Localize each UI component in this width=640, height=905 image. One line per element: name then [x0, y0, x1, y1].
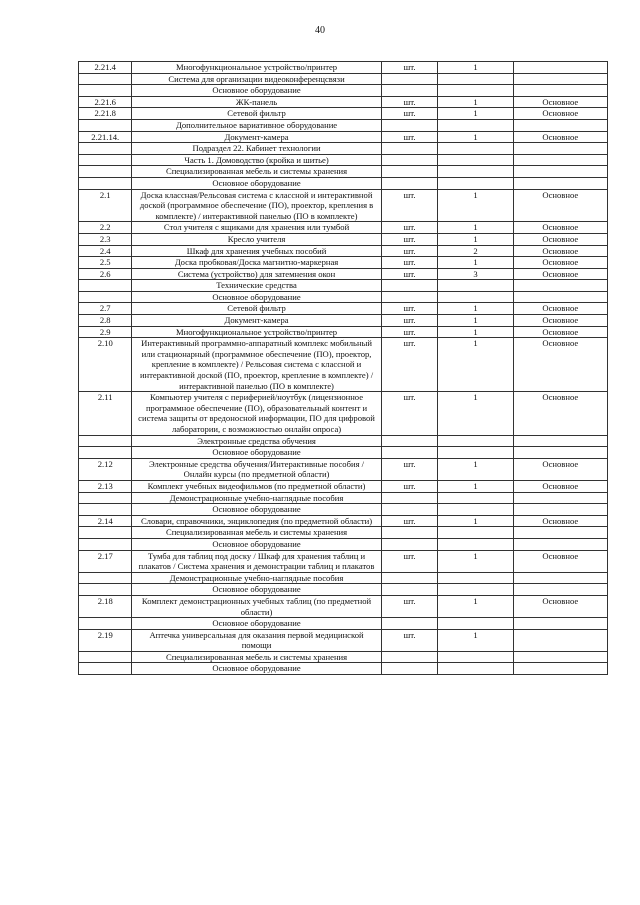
unit-cell: шт.	[381, 108, 438, 120]
unit-cell: шт.	[381, 62, 438, 74]
equipment-type-cell	[513, 280, 607, 292]
section-header-row	[79, 143, 608, 155]
quantity-cell: 1	[438, 315, 513, 327]
item-name-cell: Шкаф для хранения учебных пособий	[132, 245, 381, 257]
table-row	[79, 233, 608, 245]
equipment-type-cell	[513, 119, 607, 131]
unit-cell: шт.	[381, 257, 438, 269]
quantity-cell	[438, 492, 513, 504]
quantity-cell: 1	[438, 629, 513, 651]
equipment-type-cell: Основное	[513, 131, 607, 143]
equipment-type-cell	[513, 143, 607, 155]
unit-cell	[381, 280, 438, 292]
table-row	[79, 480, 608, 492]
table-row	[79, 62, 608, 74]
unit-cell	[381, 504, 438, 516]
quantity-cell: 1	[438, 458, 513, 480]
table-row	[79, 315, 608, 327]
table-row	[79, 338, 608, 392]
equipment-type-cell	[513, 85, 607, 97]
item-name-cell: Демонстрационные учебно-наглядные пособия	[132, 492, 381, 504]
section-header-row	[79, 618, 608, 630]
item-number-cell: 2.21.14.	[79, 131, 132, 143]
equipment-type-cell: Основное	[513, 96, 607, 108]
item-name-cell: Кресло учителя	[132, 233, 381, 245]
equipment-type-cell	[513, 651, 607, 663]
item-number-cell	[79, 504, 132, 516]
item-name-cell: Специализированная мебель и системы хранения	[132, 651, 381, 663]
item-name-cell: Электронные средства обучения/Интерактивные пособия / Онлайн курсы (по предметной области)	[132, 458, 381, 480]
item-name-cell: Дополнительное вариативное оборудование	[132, 119, 381, 131]
item-name-cell: Основное оборудование	[132, 663, 381, 675]
equipment-type-cell: Основное	[513, 233, 607, 245]
item-name-cell: Система (устройство) для затемнения окон	[132, 268, 381, 280]
equipment-type-cell: Основное	[513, 515, 607, 527]
unit-cell: шт.	[381, 96, 438, 108]
quantity-cell	[438, 291, 513, 303]
item-name-cell: Основное оборудование	[132, 584, 381, 596]
equipment-type-cell	[513, 663, 607, 675]
item-number-cell	[79, 291, 132, 303]
item-number-cell	[79, 618, 132, 630]
quantity-cell: 1	[438, 392, 513, 435]
equipment-type-cell: Основное	[513, 245, 607, 257]
equipment-type-cell	[513, 177, 607, 189]
section-header-row	[79, 166, 608, 178]
unit-cell	[381, 584, 438, 596]
quantity-cell: 1	[438, 338, 513, 392]
quantity-cell: 1	[438, 515, 513, 527]
unit-cell	[381, 572, 438, 584]
unit-cell	[381, 618, 438, 630]
item-name-cell: Система для организации видеоконференцсвязи	[132, 73, 381, 85]
unit-cell	[381, 154, 438, 166]
unit-cell: шт.	[381, 189, 438, 222]
item-number-cell: 2.11	[79, 392, 132, 435]
quantity-cell: 1	[438, 222, 513, 234]
section-header-row	[79, 280, 608, 292]
unit-cell	[381, 177, 438, 189]
item-number-cell	[79, 143, 132, 155]
item-number-cell: 2.10	[79, 338, 132, 392]
unit-cell: шт.	[381, 326, 438, 338]
unit-cell	[381, 166, 438, 178]
unit-cell	[381, 527, 438, 539]
equipment-type-cell: Основное	[513, 458, 607, 480]
equipment-type-cell	[513, 527, 607, 539]
item-name-cell: Документ-камера	[132, 131, 381, 143]
equipment-type-cell: Основное	[513, 326, 607, 338]
equipment-type-cell: Основное	[513, 257, 607, 269]
item-number-cell: 2.19	[79, 629, 132, 651]
section-header-row	[79, 492, 608, 504]
item-number-cell: 2.6	[79, 268, 132, 280]
item-name-cell: Технические средства	[132, 280, 381, 292]
item-name-cell: Комплект учебных видеофильмов (по предметной области)	[132, 480, 381, 492]
table-row	[79, 515, 608, 527]
item-number-cell: 2.18	[79, 595, 132, 617]
item-number-cell: 2.21.6	[79, 96, 132, 108]
item-number-cell: 2.21.8	[79, 108, 132, 120]
item-name-cell: Компьютер учителя с периферией/ноутбук (лицензионное программное обеспечение (ПО), образовательный контент и система защиты от вредоносной информации, ПО для цифровой лаборатории, с возможностью онлайн опроса)	[132, 392, 381, 435]
item-name-cell: Основное оборудование	[132, 177, 381, 189]
section-header-row	[79, 504, 608, 516]
item-name-cell: Тумба для таблиц под доску / Шкаф для хранения таблиц и плакатов / Система хранения и демонстрации таблиц и плакатов	[132, 550, 381, 572]
item-number-cell	[79, 492, 132, 504]
table-row	[79, 550, 608, 572]
table-row	[79, 629, 608, 651]
item-number-cell	[79, 435, 132, 447]
quantity-cell	[438, 618, 513, 630]
section-header-row	[79, 447, 608, 459]
item-name-cell: Сетевой фильтр	[132, 108, 381, 120]
equipment-type-cell	[513, 572, 607, 584]
equipment-type-cell	[513, 504, 607, 516]
item-name-cell: Демонстрационные учебно-наглядные пособия	[132, 572, 381, 584]
unit-cell: шт.	[381, 629, 438, 651]
equipment-type-cell: Основное	[513, 108, 607, 120]
equipment-type-cell	[513, 618, 607, 630]
table-row	[79, 189, 608, 222]
item-name-cell: Специализированная мебель и системы хранения	[132, 527, 381, 539]
equipment-type-cell: Основное	[513, 268, 607, 280]
table-row	[79, 222, 608, 234]
item-name-cell: Сетевой фильтр	[132, 303, 381, 315]
unit-cell	[381, 73, 438, 85]
item-number-cell	[79, 280, 132, 292]
item-number-cell	[79, 527, 132, 539]
item-number-cell: 2.14	[79, 515, 132, 527]
unit-cell	[381, 447, 438, 459]
unit-cell: шт.	[381, 245, 438, 257]
section-header-row	[79, 584, 608, 596]
equipment-type-cell	[513, 584, 607, 596]
equipment-type-cell	[513, 538, 607, 550]
equipment-table	[78, 61, 608, 675]
quantity-cell	[438, 447, 513, 459]
item-name-cell: Многофункциональное устройство/принтер	[132, 62, 381, 74]
equipment-type-cell	[513, 166, 607, 178]
table-row	[79, 326, 608, 338]
unit-cell: шт.	[381, 338, 438, 392]
equipment-type-cell	[513, 447, 607, 459]
equipment-type-cell	[513, 154, 607, 166]
item-number-cell	[79, 572, 132, 584]
equipment-type-cell	[513, 492, 607, 504]
quantity-cell: 1	[438, 108, 513, 120]
equipment-type-cell	[513, 629, 607, 651]
item-name-cell: Доска пробковая/Доска магнитно-маркерная	[132, 257, 381, 269]
item-name-cell: Доска классная/Рельсовая система с классной и интерактивной доской (программное обеспечение (ПО), проектор, крепления в комплекте) / интерактивной панелью (ПО в комплекте)	[132, 189, 381, 222]
quantity-cell	[438, 572, 513, 584]
equipment-type-cell	[513, 291, 607, 303]
unit-cell: шт.	[381, 392, 438, 435]
quantity-cell	[438, 280, 513, 292]
item-name-cell: Интерактивный программно-аппаратный комплекс мобильный или стационарный (программное обеспечение (ПО), проектор, крепление в комплекте) / Рельсовая система с классной и интерактивной доской (ПО, проектор, крепление в комплекте) / интерактивной панелью (ПО в комплекте)	[132, 338, 381, 392]
item-name-cell: Словари, справочники, энциклопедия (по предметной области)	[132, 515, 381, 527]
item-number-cell: 2.13	[79, 480, 132, 492]
table-row	[79, 268, 608, 280]
unit-cell	[381, 119, 438, 131]
equipment-type-cell: Основное	[513, 392, 607, 435]
section-header-row	[79, 177, 608, 189]
section-header-row	[79, 154, 608, 166]
unit-cell: шт.	[381, 233, 438, 245]
item-number-cell: 2.12	[79, 458, 132, 480]
section-header-row	[79, 291, 608, 303]
quantity-cell: 3	[438, 268, 513, 280]
quantity-cell: 1	[438, 189, 513, 222]
table-row	[79, 595, 608, 617]
item-number-cell: 2.8	[79, 315, 132, 327]
item-number-cell	[79, 538, 132, 550]
unit-cell	[381, 291, 438, 303]
quantity-cell	[438, 143, 513, 155]
quantity-cell	[438, 538, 513, 550]
item-number-cell	[79, 166, 132, 178]
quantity-cell: 1	[438, 131, 513, 143]
item-name-cell: Специализированная мебель и системы хранения	[132, 166, 381, 178]
quantity-cell	[438, 154, 513, 166]
equipment-type-cell	[513, 73, 607, 85]
item-name-cell: Основное оборудование	[132, 618, 381, 630]
equipment-type-cell: Основное	[513, 315, 607, 327]
item-number-cell: 2.4	[79, 245, 132, 257]
item-number-cell	[79, 119, 132, 131]
quantity-cell	[438, 73, 513, 85]
section-header-row	[79, 119, 608, 131]
item-name-cell: ЖК-панель	[132, 96, 381, 108]
quantity-cell: 2	[438, 245, 513, 257]
unit-cell	[381, 435, 438, 447]
table-row	[79, 245, 608, 257]
item-name-cell: Электронные средства обучения	[132, 435, 381, 447]
item-name-cell: Документ-камера	[132, 315, 381, 327]
table-row	[79, 131, 608, 143]
unit-cell	[381, 85, 438, 97]
item-name-cell: Основное оборудование	[132, 85, 381, 97]
item-number-cell: 2.7	[79, 303, 132, 315]
quantity-cell: 1	[438, 595, 513, 617]
item-number-cell	[79, 584, 132, 596]
table-row	[79, 392, 608, 435]
unit-cell: шт.	[381, 480, 438, 492]
quantity-cell: 1	[438, 303, 513, 315]
equipment-type-cell: Основное	[513, 338, 607, 392]
table-row	[79, 458, 608, 480]
item-name-cell: Комплект демонстрационных учебных таблиц (по предметной области)	[132, 595, 381, 617]
quantity-cell: 1	[438, 257, 513, 269]
unit-cell: шт.	[381, 458, 438, 480]
unit-cell	[381, 651, 438, 663]
item-number-cell	[79, 663, 132, 675]
quantity-cell: 1	[438, 62, 513, 74]
item-number-cell	[79, 85, 132, 97]
quantity-cell: 1	[438, 96, 513, 108]
section-header-row	[79, 435, 608, 447]
item-name-cell: Основное оборудование	[132, 291, 381, 303]
quantity-cell: 1	[438, 233, 513, 245]
equipment-type-cell	[513, 62, 607, 74]
item-name-cell: Подраздел 22. Кабинет технологии	[132, 143, 381, 155]
item-number-cell: 2.17	[79, 550, 132, 572]
quantity-cell	[438, 527, 513, 539]
quantity-cell	[438, 651, 513, 663]
page-number: 40	[315, 25, 325, 36]
quantity-cell: 1	[438, 326, 513, 338]
quantity-cell	[438, 177, 513, 189]
quantity-cell	[438, 435, 513, 447]
item-number-cell	[79, 651, 132, 663]
item-name-cell: Основное оборудование	[132, 504, 381, 516]
unit-cell: шт.	[381, 303, 438, 315]
item-name-cell: Аптечка универсальная для оказания первой медицинской помощи	[132, 629, 381, 651]
item-number-cell: 2.9	[79, 326, 132, 338]
section-header-row	[79, 651, 608, 663]
item-number-cell: 2.1	[79, 189, 132, 222]
item-number-cell	[79, 177, 132, 189]
section-header-row	[79, 85, 608, 97]
equipment-type-cell: Основное	[513, 480, 607, 492]
equipment-type-cell	[513, 435, 607, 447]
item-number-cell: 2.3	[79, 233, 132, 245]
unit-cell	[381, 143, 438, 155]
item-name-cell: Многофункциональное устройство/принтер	[132, 326, 381, 338]
section-header-row	[79, 663, 608, 675]
equipment-type-cell: Основное	[513, 222, 607, 234]
section-header-row	[79, 572, 608, 584]
table-row	[79, 257, 608, 269]
item-name-cell: Стол учителя с ящиками для хранения или тумбой	[132, 222, 381, 234]
equipment-type-cell: Основное	[513, 303, 607, 315]
item-name-cell: Основное оборудование	[132, 538, 381, 550]
unit-cell: шт.	[381, 131, 438, 143]
quantity-cell	[438, 85, 513, 97]
unit-cell: шт.	[381, 550, 438, 572]
section-header-row	[79, 73, 608, 85]
quantity-cell	[438, 584, 513, 596]
section-header-row	[79, 527, 608, 539]
table-row	[79, 96, 608, 108]
table-row	[79, 303, 608, 315]
item-number-cell	[79, 447, 132, 459]
quantity-cell	[438, 663, 513, 675]
unit-cell: шт.	[381, 222, 438, 234]
unit-cell: шт.	[381, 268, 438, 280]
section-header-row	[79, 538, 608, 550]
unit-cell	[381, 663, 438, 675]
item-number-cell: 2.5	[79, 257, 132, 269]
equipment-type-cell: Основное	[513, 550, 607, 572]
item-name-cell: Основное оборудование	[132, 447, 381, 459]
quantity-cell	[438, 119, 513, 131]
table-row	[79, 108, 608, 120]
quantity-cell	[438, 166, 513, 178]
unit-cell	[381, 538, 438, 550]
unit-cell	[381, 492, 438, 504]
equipment-type-cell: Основное	[513, 595, 607, 617]
unit-cell: шт.	[381, 315, 438, 327]
unit-cell: шт.	[381, 515, 438, 527]
unit-cell: шт.	[381, 595, 438, 617]
item-number-cell: 2.2	[79, 222, 132, 234]
quantity-cell: 1	[438, 480, 513, 492]
quantity-cell	[438, 504, 513, 516]
item-name-cell: Часть 1. Домоводство (кройка и шитье)	[132, 154, 381, 166]
equipment-type-cell: Основное	[513, 189, 607, 222]
item-number-cell	[79, 73, 132, 85]
quantity-cell: 1	[438, 550, 513, 572]
item-number-cell	[79, 154, 132, 166]
item-number-cell: 2.21.4	[79, 62, 132, 74]
